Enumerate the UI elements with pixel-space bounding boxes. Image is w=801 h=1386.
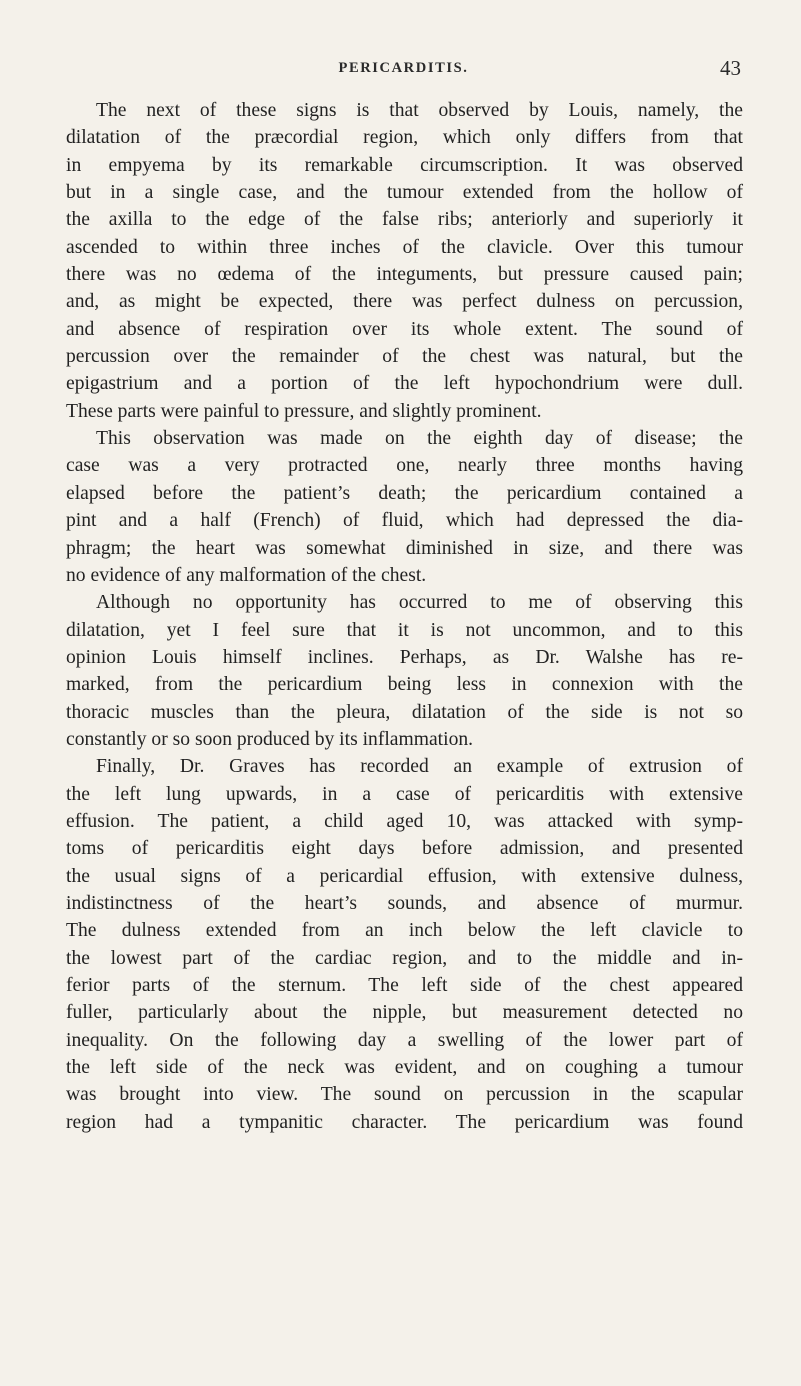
text-line: was brought into view. The sound on percussion in the scapular <box>66 1084 743 1106</box>
text-line: dilatation of the præcordial region, which only differs from that <box>66 127 743 149</box>
text-line: ferior parts of the sternum. The left side of the chest appeared <box>66 975 743 996</box>
text-line: the left lung upwards, in a case of pericarditis with extensive <box>66 783 743 805</box>
text-line: indistinctness of the heart’s sounds, and absence of murmur. <box>66 892 743 914</box>
text-line: This observation was made on the eighth day of disease; the <box>96 428 743 450</box>
running-head <box>66 56 741 84</box>
text-line: in empyema by its remarkable circumscription. It was observed <box>66 154 743 176</box>
text-line: thoracic muscles than the pleura, dilatation of the side is not so <box>66 701 743 723</box>
text-line: constantly or so soon produced by its inflammation. <box>66 728 474 750</box>
text-line: The dulness extended from an inch below the left clavicle to <box>66 920 743 942</box>
text-line: Although no opportunity has occurred to me of observing this <box>96 592 743 614</box>
text-line: effusion. The patient, a child aged 10, was attacked with symp- <box>66 810 743 832</box>
text-line: toms of pericarditis eight days before admission, and presented <box>66 838 743 860</box>
text-line: the left side of the neck was evident, and on coughing a tumour <box>66 1057 743 1079</box>
text-line: inequality. On the following day a swelling of the lower part of <box>66 1029 743 1051</box>
text-line: dilatation, yet I feel sure that it is not uncommon, and to this <box>66 619 743 641</box>
text-line: ascended to within three inches of the clavicle. Over this tumour <box>66 236 743 258</box>
text-line: Finally, Dr. Graves has recorded an example of extrusion of <box>96 756 743 778</box>
text-line: These parts were painful to pressure, and slightly prominent. <box>66 400 542 422</box>
running-title: PERICARDITIS. <box>338 60 469 76</box>
text-line: marked, from the pericardium being less in connexion with the <box>66 674 743 696</box>
paragraph <box>66 753 743 1136</box>
text-line: opinion Louis himself inclines. Perhaps, as Dr. Walshe has re- <box>66 646 743 668</box>
page-number: 43 <box>720 56 741 80</box>
text-line: but in a single case, and the tumour extended from the hollow of <box>66 182 743 204</box>
text-line: epigastrium and a portion of the left hypochondrium were dull. <box>66 373 743 395</box>
text-line: phragm; the heart was somewhat diminished in size, and there was <box>66 537 743 559</box>
text-line: there was no œdema of the integuments, but pressure caused pain; <box>66 264 743 286</box>
text-line: elapsed before the patient’s death; the pericardium contained a <box>66 482 743 504</box>
text-line: and absence of respiration over its whole extent. The sound of <box>66 318 743 340</box>
text-line: the lowest part of the cardiac region, and to the middle and in- <box>66 947 743 969</box>
text-line: region had a tympanitic character. The pericardium was found <box>66 1111 743 1133</box>
text-line: percussion over the remainder of the chest was natural, but the <box>66 346 743 368</box>
text-line: pint and a half (French) of fluid, which had depressed the dia- <box>66 510 743 532</box>
text-line: the axilla to the edge of the false ribs; anteriorly and superiorly it <box>66 209 743 231</box>
text-line: the usual signs of a pericardial effusion, with extensive dulness, <box>66 865 743 887</box>
text-line: no evidence of any malformation of the chest. <box>66 564 427 586</box>
paragraph <box>66 97 743 425</box>
text-line: fuller, particularly about the nipple, but measurement detected no <box>66 1002 743 1024</box>
text-line: The next of these signs is that observed by Louis, namely, the <box>96 100 743 121</box>
text-line: and, as might be expected, there was perfect dulness on percussion, <box>66 291 743 313</box>
body-text <box>66 97 743 1136</box>
paragraph <box>66 589 743 753</box>
paragraph <box>66 425 743 589</box>
text-line: case was a very protracted one, nearly three months having <box>66 455 743 477</box>
